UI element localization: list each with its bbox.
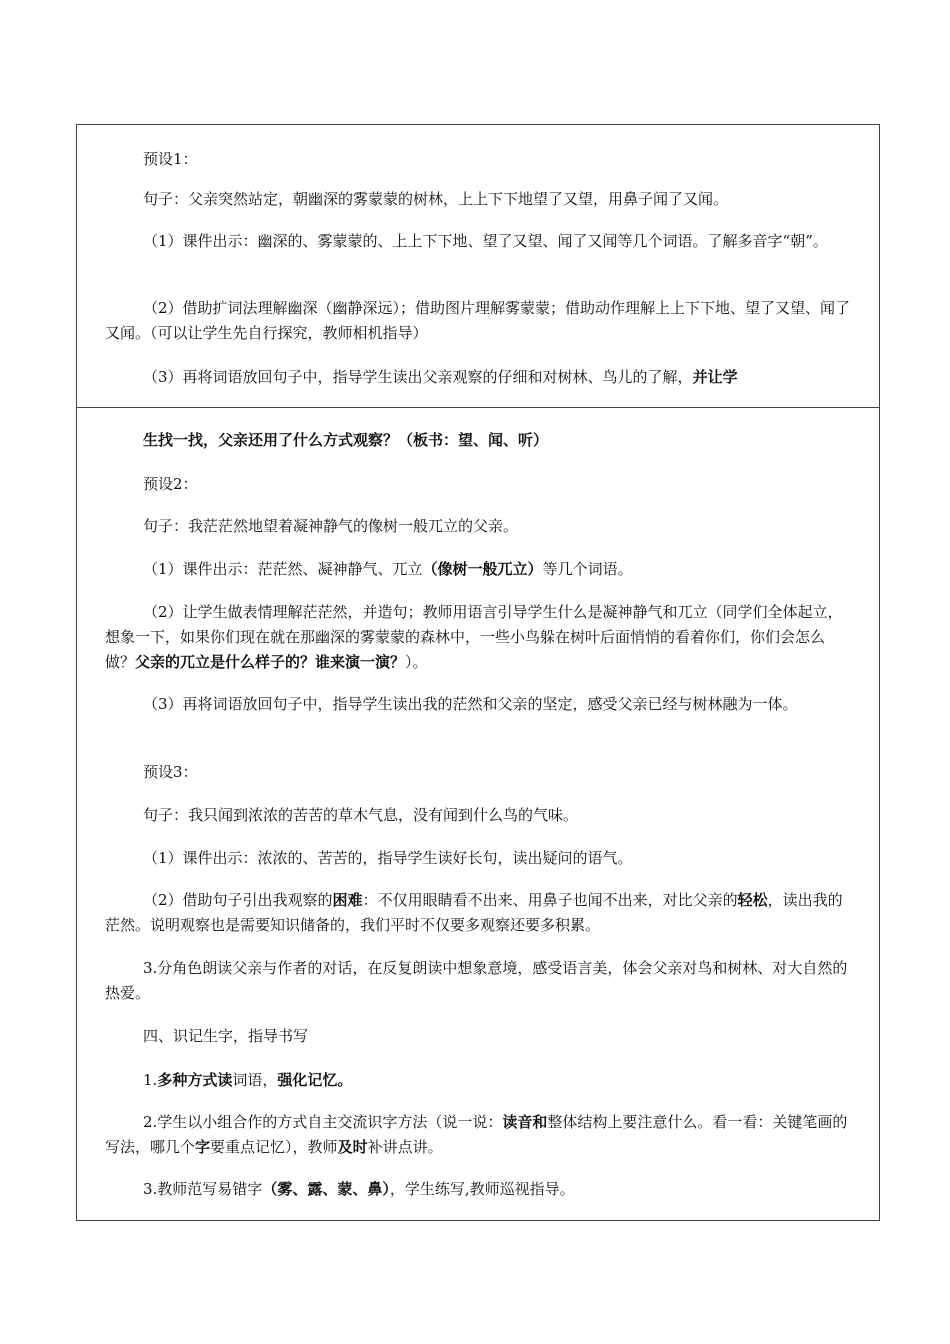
text-run: （1）课件出示：茫茫然、凝神静气、兀立 [143, 560, 423, 578]
preset-3-step-1: （1）课件出示：浓浓的、苦苦的，指导学生读好长句，读出疑问的语气。 [143, 849, 633, 867]
bold-text-run: 强化记忆。 [277, 1071, 353, 1089]
preset-1-heading: 预设1： [143, 150, 198, 168]
text-run: （2）借助句子引出我观察的 [143, 891, 333, 909]
step-3-role-reading: 3.分角色朗读父亲与作者的对话，在反复朗读中想象意境，感受语言美，体会父亲对鸟和树林、对大自然的热爱。 [105, 959, 848, 1002]
bold-text-run: 困难 [332, 891, 363, 909]
bold-text-run: 读音和 [502, 1113, 548, 1131]
preset-3-step-2 [105, 888, 851, 938]
text-run: （3）再将词语放回句子中，指导学生读出父亲观察的仔细和对树林、鸟儿的了解， [143, 368, 693, 386]
text-run: 词语， [232, 1071, 278, 1089]
bold-text-run: （雾、露、蒙、鼻） [262, 1180, 390, 1198]
preset-2-heading: 预设2： [143, 475, 198, 493]
bold-text-run: （像树一般兀立） [422, 560, 543, 578]
text-run: ，读出我的茫然。说明观察也是需要知识储备的，我们平时不仅要多观察还要多积累。 [105, 891, 843, 934]
preset-3-sentence: 句子：我只闻到浓浓的苦苦的草木气息，没有闻到什么鸟的气味。 [143, 806, 579, 824]
section-4-step-2 [105, 1110, 851, 1160]
text-run: 要重点记忆） [210, 1138, 293, 1156]
preset-1-step-1: （1）课件出示：幽深的、雾蒙蒙的、上上下下地、望了又望、闻了又闻等几个词语。了解多音字“朝”。 [143, 232, 828, 250]
text-run: 等几个词语。 [542, 560, 633, 578]
lesson-plan-cell-1 [76, 124, 880, 408]
preset-1-step-2: （2）借助扩词法理解幽深（幽静深远）；借助图片理解雾蒙蒙；借助动作理解上上下下地、望了又望、闻了又闻。（可以让学生先自行探究，教师相机指导） [105, 299, 851, 342]
text-run: ）。 [405, 653, 428, 671]
text-run: 1. [143, 1071, 158, 1089]
text-run: 补讲点讲。 [367, 1138, 443, 1156]
continuation-paragraph [105, 428, 851, 453]
preset-1-sentence: 句子：父亲突然站定，朝幽深的雾蒙蒙的树林，上上下下地望了又望，用鼻子闻了又闻。 [143, 190, 729, 208]
preset-2-step-1 [105, 557, 851, 582]
bold-text-run: 并让学 [692, 368, 738, 386]
section-4-heading: 四、识记生字，指导书写 [143, 1027, 309, 1045]
preset-3-heading: 预设3： [143, 763, 198, 781]
preset-2-step-3: （3）再将词语放回句子中，指导学生读出我的茫然和父亲的坚定，感受父亲已经与树林融为一体。 [143, 695, 798, 713]
text-run: 2.学生以小组合作的方式自主交流识字方法（说一说： [143, 1113, 503, 1131]
bold-text-run: 多种方式读 [157, 1071, 233, 1089]
bold-text-run: 生找一找，父亲还用了什么方式观察？（板书：望、闻、听） [143, 431, 549, 449]
bold-text-run: 轻松 [737, 891, 768, 909]
text-run: （2）让学生做表情理解茫茫然，并造句；教师用语言引导学生什么是凝神静气和兀立（同学们全体起立，想象一下，如果你们现在就在那幽深的雾蒙蒙的森林中，一些小鸟躲在树叶后面悄悄的看着你们，你们会怎么做？ [105, 603, 843, 671]
text-run: 整体结构上要注意什么。看一看：关键笔画的写法，哪几个 [105, 1113, 848, 1156]
text-run: ，教师 [292, 1138, 338, 1156]
text-run: 3.教师范写易错字 [143, 1180, 263, 1198]
bold-text-run: 字 [195, 1138, 211, 1156]
text-run: ：不仅用眼睛看不出来、用鼻子也闻不出来，对比父亲的 [362, 891, 738, 909]
section-4-step-1 [105, 1068, 851, 1093]
text-run: ，学生练写,教师巡视指导。 [389, 1180, 575, 1198]
bold-text-run: 及时 [337, 1138, 368, 1156]
bold-text-run: 父亲的兀立是什么样子的？谁来演一演？ [135, 653, 406, 671]
lesson-plan-cell-2 [76, 407, 880, 1221]
preset-1-step-3 [105, 365, 851, 390]
preset-2-step-2 [105, 600, 851, 675]
section-4-step-3 [105, 1177, 851, 1202]
preset-2-sentence: 句子：我茫茫然地望着凝神静气的像树一般兀立的父亲。 [143, 517, 519, 535]
